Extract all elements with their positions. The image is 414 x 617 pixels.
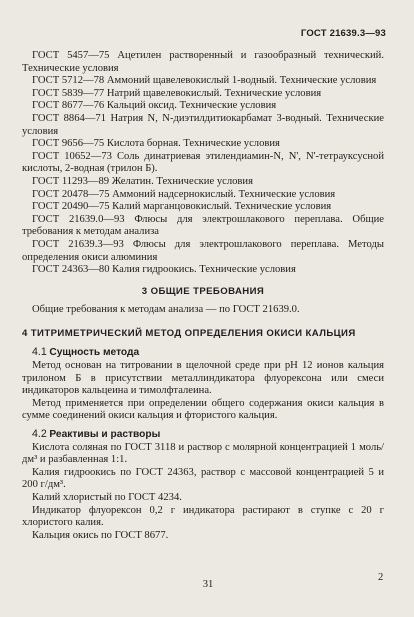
references-list [22, 50, 384, 277]
subsection-number: 4.2 [32, 428, 47, 441]
document-header: ГОСТ 21639.3—93 [300, 28, 386, 39]
reference-item: ГОСТ 5712—78 Аммоний щавелевокислый 1-водный. Технические условия [32, 75, 377, 87]
reference-item: ГОСТ 5839—77 Натрий щавелевокислый. Технические условия [32, 87, 322, 99]
section-3-heading: 3 ОБЩИЕ ТРЕБОВАНИЯ [141, 285, 265, 297]
reagent-item: Калий хлористый по ГОСТ 4234. [32, 492, 182, 503]
reference-item: ГОСТ 10652—73 Соль динатриевая этилендиамин-N, N', N'-тетрауксусной кислоты, 2-водная (трилон Б). [22, 150, 384, 175]
reference-item: ГОСТ 8677—76 Кальций оксид. Технические условия [32, 100, 277, 112]
reference-item: ГОСТ 5457—75 Ацетилен растворенный и газообразный технический. Технические условия [22, 50, 384, 74]
subsection-title: Сущность метода [49, 347, 140, 359]
reference-item: ГОСТ 8864—71 Натрия N, N-диэтилдитиокарбамат 3-водный. Технические условия [22, 112, 384, 137]
subsection-number: 4.1 [32, 346, 47, 359]
reference-item: ГОСТ 9656—75 Кислота борная. Технические условия [32, 138, 280, 150]
subsection-title: Реактивы и растворы [49, 429, 161, 441]
reference-item: ГОСТ 20490—75 Калий марганцовокислый. Технические условия [32, 201, 332, 213]
section-3-text: Общие требования к методам анализа — по ГОСТ 21639.0. [32, 304, 300, 316]
reagent-item: Кальция окись по ГОСТ 8677. [32, 529, 169, 541]
reference-item: ГОСТ 24363—80 Калия гидроокись. Технические условия [32, 264, 296, 276]
reagent-item: Индикатор флуорексон 0,2 г индикатора растирают в ступке с 20 г хлористого калия. [22, 504, 384, 529]
document-body [22, 50, 384, 542]
sheet-number: 2 [378, 572, 384, 583]
reagent-item: Кислота соляная по ГОСТ 3118 и раствор с молярной концентрацией 1 моль/дм³ и разбавленная 1:1. [22, 441, 384, 466]
paragraph: Метод основан на титровании в щелочной среде при pH 12 ионов кальция трилоном Б в присутствии металлиндикатора флуорексона или смеси индикаторов кальцеина и тимолфталеина. [22, 360, 384, 397]
reference-item: ГОСТ 21639.0—93 Флюсы для электрошлакового переплава. Общие требования к методам анализа [22, 213, 384, 238]
reference-item: ГОСТ 20478—75 Аммоний надсернокислый. Технические условия [32, 188, 336, 200]
reference-item: ГОСТ 21639.3—93 Флюсы для электрошлакового переплава. Методы определения окиси алюминия [22, 238, 384, 263]
page-number: 31 [202, 579, 214, 590]
paragraph: Метод применяется при определении общего содержания окиси кальция в сумме соединений окиси кальция и фтористого кальция. [22, 397, 384, 422]
subsection-4-2 [22, 428, 384, 442]
reference-item: ГОСТ 11293—89 Желатин. Технические условия [32, 175, 253, 187]
section-4-heading: 4 ТИТРИМЕТРИЧЕСКИЙ МЕТОД ОПРЕДЕЛЕНИЯ ОКИСИ КАЛЬЦИЯ [22, 327, 356, 339]
reagent-item: Калия гидроокись по ГОСТ 24363, раствор с массовой концентрацией 5 и 200 г/дм³. [22, 466, 384, 491]
subsection-4-1 [22, 346, 384, 360]
